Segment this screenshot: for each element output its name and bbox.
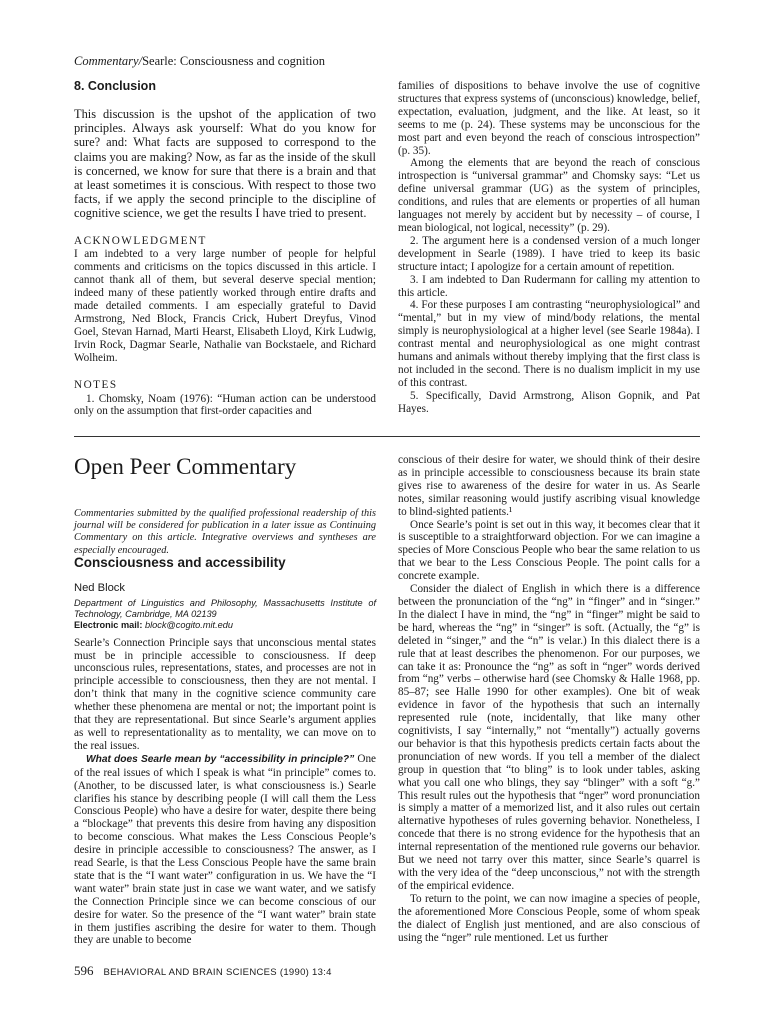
- commentary-col2-paragraph-1: conscious of their desire for water, we should think of their desire as in principle accessible to consciousness because its brain state gives rise to awareness of the desire for water in us. As Searle notes, similar reasoning would justify ascribing visual knowledge to blind-sighted patients.¹: [398, 454, 700, 518]
- commentary-paragraph-2-text: One of the real issues of which I speak is what “in principle” comes to. (Another, to be discussed later, is what consciousness is.) Searle clarifies his stance by describing people (I will call them the Less Conscious People) who have a desire for water, despite there being a “blockage” that prevents this desire from having any disposition to become conscious. What makes the Less Conscious People’s desire in principle accessible to consciousness? The answer, as I read Searle, is that the Less Conscious People have the same brain state that is the “I want water” configuration in us. We have the “I want water” brain state just in case we want water, and we satisfy the Connection Principle since we can become conscious of our desire for water. So the presence of the “I want water” brain state in them justifies ascribing the desire for water to them. Though they are unable to become: [74, 752, 377, 947]
- commentary-paragraph-2: [74, 753, 376, 948]
- running-head-title: Searle: Consciousness and cognition: [142, 54, 326, 68]
- acknowledgment-heading: ACKNOWLEDGMENT: [74, 234, 207, 247]
- run-in-heading: What does Searle mean by “accessibility in principle?”: [86, 753, 355, 765]
- bottom-left-column: [74, 454, 376, 947]
- commentary-intro-note: Commentaries submitted by the qualified professional readership of this journal will be considered for publication in a later issue as Continuing Commentary on this article. Integrative overviews and syntheses are especially encouraged.: [74, 508, 376, 556]
- note-3: 3. I am indebted to Dan Rudermann for calling my attention to this article.: [398, 273, 700, 299]
- commentary-col2-paragraph-3: Consider the dialect of English in which there is a difference between the pronunciation of the “ng” in “finger” and in “singer.” In the dialect I have in mind, the “ng” in “finger” might be said to be hard, whereas the “ng” in “singer” is soft. (Actually, the “g” is deleted in “singer,” and the “n” is velar.) In this dialect there is a rule that at least describes the phenomenon. For our purposes, we can take it as: Pronounce the “ng” as soft in “nger” words derived from “ng” verbs – otherwise hard (see Chomsky & Halle 1968, pp. 85–87; see Halle 1990 for other examples). One bit of weak evidence in favor of the hypothesis that such an internally represented rule (note, incidentally, that like many other cognitivists, I say “internally,” not “mentally”) actually governs our behavior is that this hypothesis predicts certain facts about the pronunciation of new words. If you tell a member of the dialect group in question that “to bling” is to look under tables, asking what you call one who blings, they say “blinger” with a soft “g.” This result rules out the hypothesis that “nger” word pronunciation is simply a matter of a memorized list, and it also rules out certain alternative hypotheses of rules governing behavior. Nonetheless, I concede that there is no strong evidence for the hypothesis that an internal representation of the mentioned rule governs our behavior. But we need not tarry over this matter, since Searle’s quarrel is with the very idea of the “deep unconscious,” not with the strength of the empirical evidence.: [398, 583, 700, 892]
- conclusion-heading: 8. Conclusion: [74, 79, 156, 93]
- commentary-author: Ned Block: [74, 581, 125, 594]
- note-1-start: 1. Chomsky, Noam (1976): “Human action can be understood only on the assumption that first-order capacities and: [74, 392, 376, 418]
- commentary-paragraph-1: Searle’s Connection Principle says that unconscious mental states must be in principle accessible to consciousness. If deep unconscious rules, representations, states, and processes are not in principle accessible to consciousness, then they are not mental. I don’t think that many in the cognitive science community care whether these phenomena are mental or not; the important point is that they are representational. But since Searle’s argument applies as well to representationality as to mentality, we can move on to the real issues.: [74, 636, 376, 752]
- running-head-italic: Commentary/: [74, 54, 143, 68]
- note-1-continued: families of dispositions to behave involve the use of cognitive structures that express systems of (unconscious) knowledge, belief, expectation, evaluation, judgment, and the like. At least, so it seems to me (p. 24). These systems may be unconscious for the most part and even beyond the reach of conscious introspection” (p. 35).: [398, 80, 700, 157]
- commentary-col2-paragraph-2: Once Searle’s point is set out in this way, it becomes clear that it is susceptible to a straightforward objection. For we can imagine a species of More Conscious People who bear the same relation to us that we bear to the Less Conscious People. The point calls for a concrete example.: [398, 518, 700, 583]
- top-right-column: [398, 80, 700, 416]
- commentary-affiliation: [74, 598, 376, 631]
- note-2: 2. The argument here is a condensed version of a much longer development in Searle (1989). I have tried to keep its basic structure intact; I apologize for a certain amount of repetition.: [398, 234, 700, 273]
- running-head: [74, 54, 325, 69]
- conclusion-body: This discussion is the upshot of the application of two principles. Always ask yourself: What do you know for sure? and: What facts are supposed to correspond to the claims you are making? Now, as far as the inside of the skull is concerned, we know for sure that there is a brain and that at least sometimes it is conscious. With respect to those two facts, if we apply the second principle to the discipline of cognitive science, we get the results I have tried to present.: [74, 106, 376, 221]
- section-divider: [74, 436, 700, 437]
- note-5: 5. Specifically, David Armstrong, Alison Gopnik, and Pat Hayes.: [398, 389, 700, 415]
- note-1-paragraph-2: Among the elements that are beyond the reach of conscious introspection is “universal grammar” and Chomsky says: “Let us define universal grammar (UG) as the system of principles, conditions, and rules that are elements or properties of all human languages not merely by accident but by necessity – of course, I mean biological, not logical, necessity” (p. 29).: [398, 157, 700, 234]
- email-label: Electronic mail:: [74, 619, 143, 630]
- bottom-right-column: [398, 454, 700, 944]
- top-left-column: [74, 80, 376, 418]
- affiliation-text: Department of Linguistics and Philosophy, Massachusetts Institute of Technology, Cambridge, MA 02139: [74, 597, 376, 619]
- note-4: 4. For these purposes I am contrasting “neurophysiological” and “mental,” but in my view of mind/body relations, the mental simply is neurophysiological at a higher level (see Searle 1984a). I contrast mental and neurophysiological as one might contrast humans and animals without thereby implying that the first class is not included in the second. There is no dualism implicit in my use of this contrast.: [398, 299, 700, 389]
- page-footer: [74, 963, 332, 979]
- commentary-col2-paragraph-4: To return to the point, we can now imagine a species of people, the aforementioned More Conscious People, some of whom speak the dialect of English just mentioned, and are also conscious of using the “nger” rule mentioned. Let us further: [398, 892, 700, 944]
- commentary-section-title: Open Peer Commentary: [74, 454, 297, 479]
- commentary-title: Consciousness and accessibility: [74, 554, 286, 570]
- notes-heading: NOTES: [74, 378, 118, 391]
- email-address[interactable]: block@cogito.mit.edu: [144, 619, 233, 630]
- journal-citation: BEHAVIORAL AND BRAIN SCIENCES (1990) 13:4: [103, 967, 332, 978]
- acknowledgment-body: I am indebted to a very large number of people for helpful comments and criticisms on the topics discussed in this article. I cannot thank all of them, but several deserve special mention; indeed many of these patiently worked through entire drafts and made detailed comments. I am especially grateful to David Armstrong, Ned Block, Francis Crick, Hubert Dreyfus, Vinod Goel, Stevan Harnad, Marti Hearst, Elisabeth Lloyd, Kirk Ludwig, Irvin Rock, Dagmar Searle, Nathalie van Bockstaele, and Richard Wolheim.: [74, 248, 376, 364]
- page-number: 596: [74, 963, 94, 978]
